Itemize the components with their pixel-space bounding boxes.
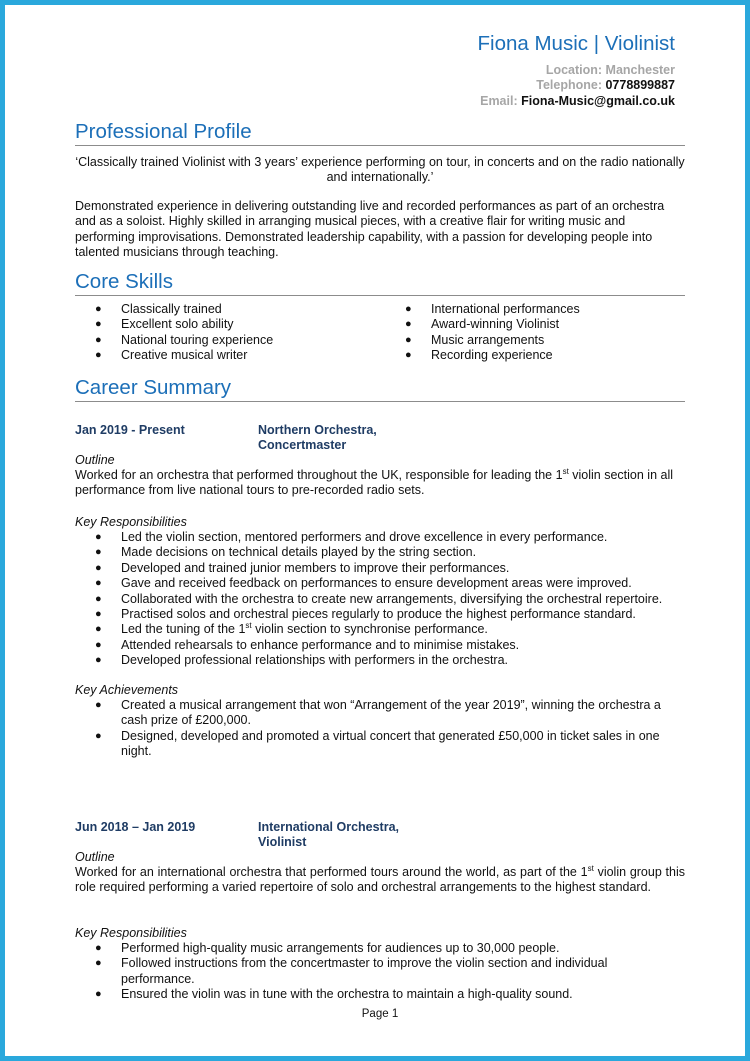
job1-dates: Jan 2019 - Present [75, 423, 185, 437]
job1-achievements-label: Key Achievements [75, 683, 179, 697]
job2-responsibilities-list [75, 941, 685, 1003]
list-item: ● Practised solos and orchestral pieces regularly to produce the highest performance standard. [95, 607, 636, 622]
list-item: ● Made decisions on technical details played by the string section. [95, 545, 477, 560]
contact-telephone [536, 78, 675, 92]
list-item: ● Ensured the violin was in tune with the orchestra to maintain a high-quality sound. [95, 987, 573, 1002]
list-item: ● Collaborated with the orchestra to create new arrangements, diversifying the orchestral repertoire. [95, 591, 663, 606]
cv-name-title: Fiona Music | Violinist [477, 32, 675, 55]
list-item: ● Followed instructions from the concertmaster to improve the violin section and individual performance. [95, 956, 608, 986]
job1-responsibilities-label: Key Responsibilities [75, 515, 187, 529]
telephone-value: 0778899887 [605, 78, 675, 92]
skill-item: ● Recording experience [405, 348, 553, 363]
skill-item: ● Creative musical writer [95, 348, 248, 363]
section-title-career: Career Summary [75, 376, 685, 402]
list-item: ● Gave and received feedback on performances to ensure development areas were improved. [95, 576, 632, 591]
job2-outline-label: Outline [75, 850, 115, 864]
profile-summary: Demonstrated experience in delivering outstanding live and recorded performances as part of an orchestra and as a soloist. Highly skilled in arranging musical pieces, with a creative flair for writing music and performing improvisations. Demonstrated leadership capability, with a passion for developing people into talented musicians through teaching. [75, 199, 665, 260]
job1-outline: Worked for an orchestra that performed throughout the UK, responsible for leading the 1st violin section in all performance from live national tours to pre-recorded radio sets. [75, 466, 674, 498]
profile-quote: ‘Classically trained Violinist with 3 years’ experience performing on tour, in concerts and on the radio nationally and internationally.’ [75, 155, 685, 185]
job2-outline: Worked for an international orchestra that performed tours around the world, as part of the 1st violin group this role required performing a varied repertoire of solo and orchestral arrangements to the highest standard. [75, 863, 685, 895]
job2-role: Violinist [258, 835, 307, 850]
list-item: ● Led the violin section, mentored performers and drove excellence in every performance. [95, 530, 608, 544]
job1-company-name: Northern Orchestra, [258, 423, 377, 437]
job2-responsibilities-label: Key Responsibilities [75, 926, 187, 940]
job2-company-name: International Orchestra, [258, 820, 400, 834]
job1-responsibilities-list [75, 530, 685, 669]
skill-item: ● National touring experience [95, 332, 274, 347]
skills-column-left [75, 302, 375, 364]
job1-role: Concertmaster [258, 438, 347, 453]
contact-location [546, 63, 675, 77]
list-item: ● Designed, developed and promoted a virtual concert that generated £50,000 in ticket sales in one night. [95, 728, 660, 759]
list-item: ● Developed professional relationships with performers in the orchestra. [95, 653, 508, 668]
job1-company [258, 423, 377, 454]
page-number: Page 1 [361, 1008, 399, 1020]
email-label: Email: [480, 94, 518, 108]
skill-item: ● International performances [405, 302, 580, 316]
job1-outline-label: Outline [75, 453, 115, 467]
list-item: ● Created a musical arrangement that won “Arrangement of the year 2019”, winning the orchestra a cash prize of £200,000. [95, 698, 661, 728]
skill-item: ● Award-winning Violinist [405, 317, 560, 332]
telephone-label: Telephone: [536, 78, 602, 92]
skill-item: ● Music arrangements [405, 332, 545, 347]
location-text: Location: Manchester [545, 63, 675, 77]
email-value: Fiona-Music@gmail.co.uk [521, 94, 675, 108]
skills-column-right [385, 302, 685, 364]
job1-achievements-list [75, 698, 685, 760]
list-item: ● Led the tuning of the 1st violin section to synchronise performance. [95, 621, 488, 637]
skill-item: ● Excellent solo ability [95, 317, 234, 332]
job2-dates: Jun 2018 – Jan 2019 [75, 820, 196, 834]
contact-email [480, 94, 675, 108]
list-item: ● Developed and trained junior members to improve their performances. [95, 560, 510, 575]
list-item: ● Performed high-quality music arrangements for audiences up to 30,000 people. [95, 941, 560, 955]
section-title-profile: Professional Profile [75, 120, 685, 146]
list-item: ● Attended rehearsals to enhance performance and to minimise mistakes. [95, 637, 520, 652]
section-title-skills: Core Skills [75, 270, 685, 296]
skill-item: ● Classically trained [95, 302, 222, 316]
job2-company [258, 820, 399, 851]
